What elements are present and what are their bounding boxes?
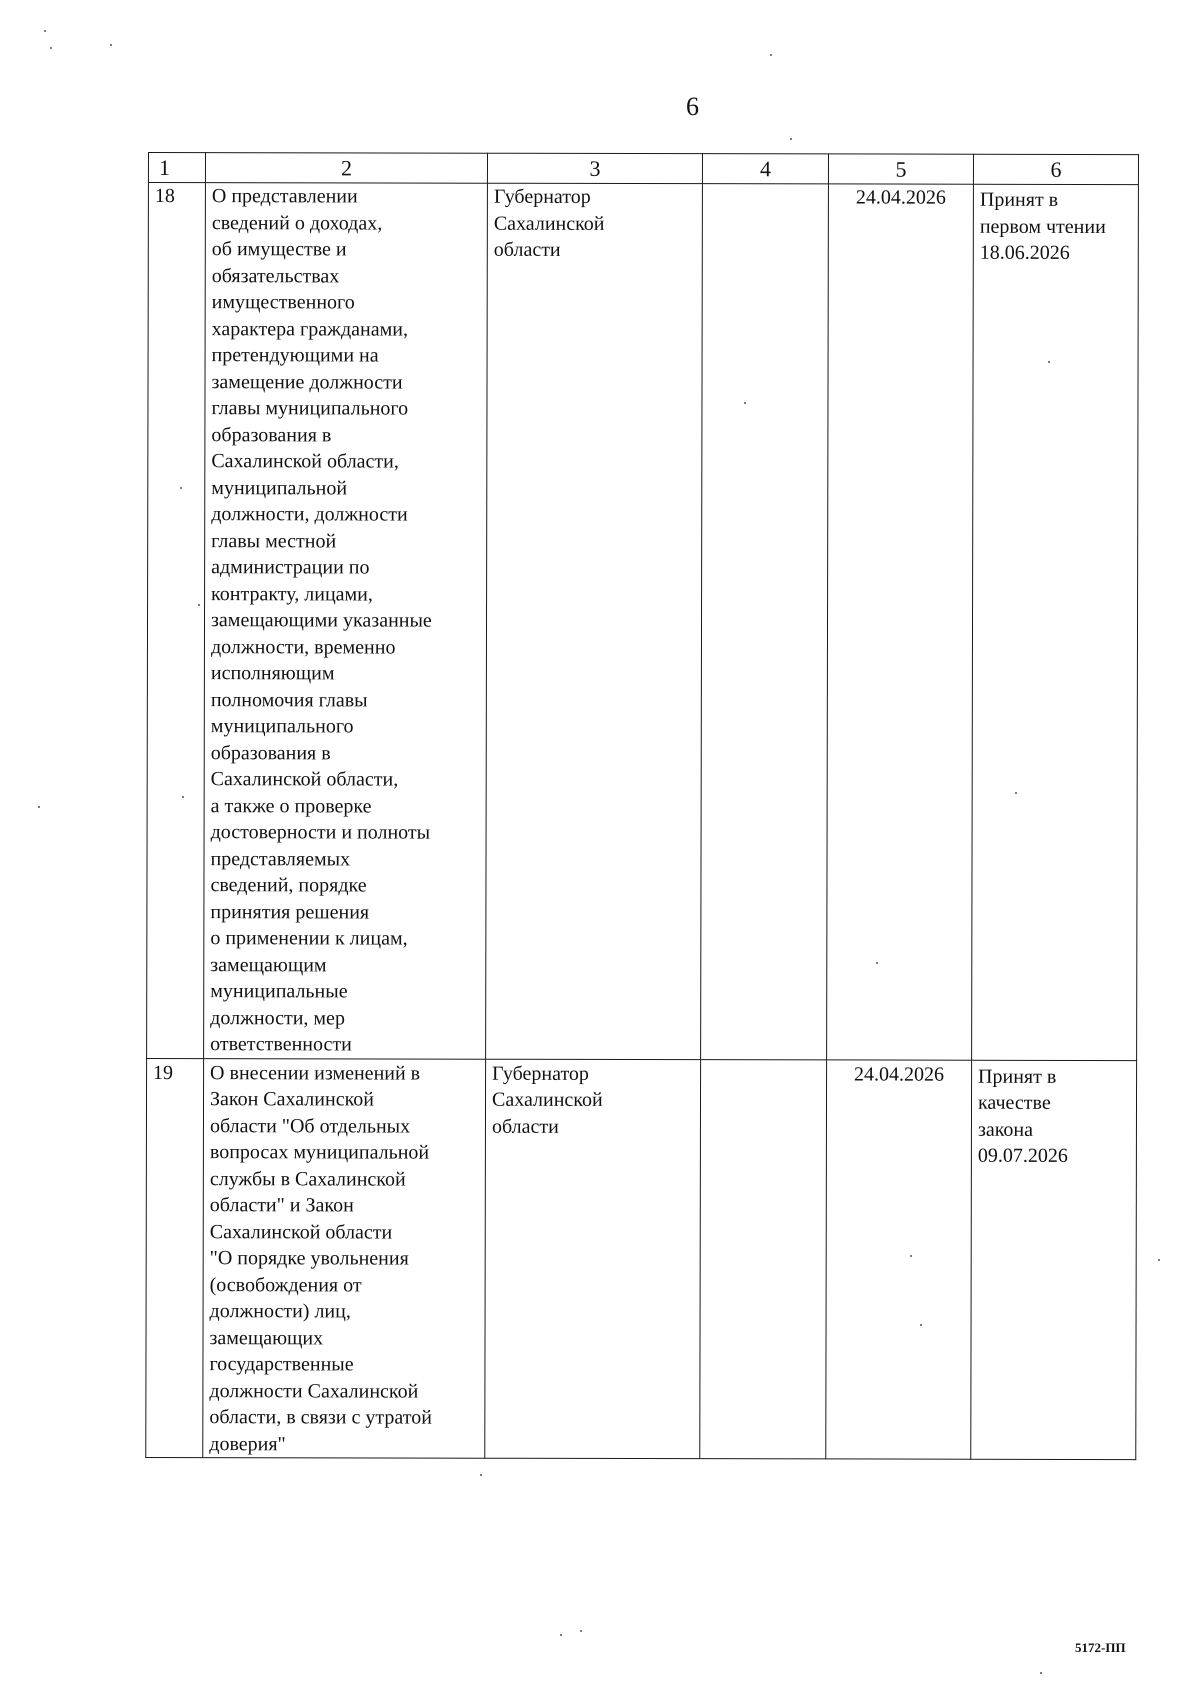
scan-speck [1158,1259,1160,1261]
scan-speck [910,1255,912,1257]
row-number [147,183,206,1059]
scan-speck [180,487,182,489]
header-col-4: 4 [702,154,828,184]
scan-speck [770,54,772,56]
submission-date [826,1059,972,1459]
bill-author [486,183,703,1059]
bill-author-text: Губернатор Сахалинской области [491,1062,603,1138]
submission-date [827,184,974,1060]
bills-table [145,152,1139,1460]
table-row [147,183,1139,1061]
scan-speck [876,962,878,964]
scan-speck [50,47,52,49]
scan-speck [580,1630,582,1632]
row-number [146,1058,204,1458]
bill-title-text: О представлении сведений о доходах, об имуществе и обязательствах имущественного характера гражданами, претендующими на замещение должности главы муниципального образования в Сахалинской области, муниципальной должности, должности главы местной администрации по контракту, лицами, замещающими указанные должности, временно исполняющим полномочия главы муниципального образования в Сахалинской области, а также о проверке достоверности и полноты представляемых сведений, порядке принятия решения о применении к лицам, замещающим муниципальные должности, мер ответственности [210,185,432,1056]
bill-title-text: О внесении изменений в Закон Сахалинской области "Об отдельных вопросах муниципальной службы в Сахалинской области" и Закон Сахалинской области "О порядке увольнения (освобождения от должности) лиц, замещающих государственные должности Сахалинской области, в связи с утратой доверия" [209,1061,432,1455]
scan-speck [480,1474,482,1476]
scan-speck [44,30,46,32]
table-row [146,1058,1137,1460]
bill-status [972,184,1139,1060]
bill-status-text: Принят в первом чтении 18.06.2026 [979,188,1106,264]
scan-speck [38,806,40,808]
scan-speck [198,604,200,606]
table-header-row [148,153,1138,185]
scan-speck [920,1324,922,1326]
header-col-2: 2 [205,153,487,184]
bill-author [485,1059,701,1459]
scan-speck [110,44,112,46]
scan-speck [1015,792,1017,794]
row-number-text: 19 [153,1061,174,1084]
row-number-text: 18 [154,185,175,208]
header-col-1: 1 [148,153,205,183]
scan-speck [182,796,184,798]
bill-title [204,183,488,1059]
bill-title [203,1058,486,1458]
page-number: 6 [686,92,699,121]
bill-author-text: Губернатор Сахалинской области [493,185,605,261]
bill-status-text: Принят в качестве закона 09.07.2026 [977,1065,1068,1167]
submission-date-text: 24.04.2026 [854,1062,945,1086]
scan-speck [1048,361,1050,363]
scan-speck [790,138,792,140]
header-col-6: 6 [973,154,1138,184]
col-4-cell [701,184,829,1060]
scan-speck [560,1634,562,1636]
scan-speck [1040,1672,1042,1674]
scan-speck [744,402,746,404]
submission-date-text: 24.04.2026 [855,186,946,209]
header-col-3: 3 [487,153,702,183]
bill-status [971,1060,1137,1460]
col-4-cell [700,1059,827,1459]
header-col-5: 5 [828,154,973,184]
form-code: 5172-ПП [1075,1640,1126,1655]
